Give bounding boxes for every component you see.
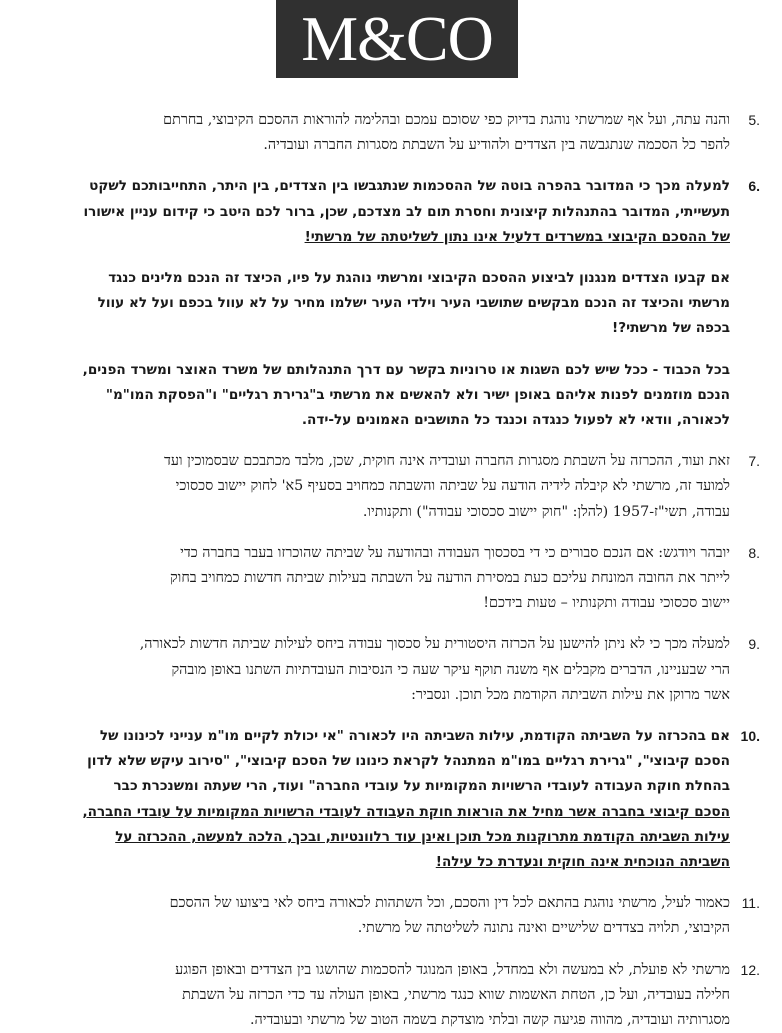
text-line: יישוב סכסוכי עבודה ותקנותיו – טעות בידכם! xyxy=(483,595,730,612)
text-line: הקיבוצי, תלויה בצדדים שלישיים ואינה נתונה לשליטתה של מרשתי. xyxy=(357,920,730,937)
text-line: לכאורה, וודאי לא לפעול כנגדה וכנגד כל התושבים האמונים על-ידה. xyxy=(301,412,730,429)
paragraph-6 xyxy=(60,174,760,250)
text-line: תעשייתי, המדובר בהתנהלות קיצונית וחסרת תום לב מצדכם, שכן, ברור לכם היטב כי קידום עניין אישורו xyxy=(83,203,730,220)
paragraph-number: 10. xyxy=(740,728,760,745)
text-line: להפר כל הסכמה שנתגבשה בין הצדדים ולהודיע על השבתת מסגרות החברה ועובדיה. xyxy=(263,137,730,154)
paragraph-number: 7. xyxy=(748,453,760,470)
paragraph-number: 9. xyxy=(748,636,760,653)
text-line: הרי שבעניינו, הדברים מקבלים אף משנה תוקף עיקר שעה כי הנסיבות העובדתיות השתנו באופן מובהק xyxy=(171,661,730,678)
text-line: למעלה מכך כי לא ניתן להישען על הכרזה היסטורית על סכסוך עבודה ביחס לעילות שביתה חדשות לכאורה, xyxy=(139,636,730,653)
paragraph-11 xyxy=(60,891,760,941)
paragraph-number: 12. xyxy=(740,961,760,978)
text-line: בהחלת חוקת העבודה לעובדי הרשויות המקומיות על עובדי החברה" ועוד, הרי שעתה ומשנכרת כבר xyxy=(113,778,730,795)
text-line: השביתה הנוכחית אינה חוקית ונעדרת כל עילה! xyxy=(435,854,730,871)
paragraph-number: 6. xyxy=(748,178,760,195)
paragraph-6-cont-1 xyxy=(60,266,730,342)
text-line: אם בהכרזה על השביתה הקודמת, עילות השביתה היו לכאורה "אי יכולת לקיים מו"מ ענייני לכינונו של xyxy=(99,728,730,745)
text-line: למעלה מכך כי המדובר בהפרה בוטה של ההסכמות שנתגבשו בין הצדדים, בין היתר, התחייבותכם לשקט xyxy=(89,178,730,195)
paragraph-9 xyxy=(60,632,760,708)
text-line: בכל הכבוד - ככל שיש לכם השגות או טרוניות בקשר עם דרך התנהלותם של משרד האוצר ומשרד הפנים, xyxy=(82,361,730,378)
text-line: בכפה של מרשתי?! xyxy=(612,320,730,337)
company-logo xyxy=(276,0,518,78)
text-line: מרשתי לא פועלת, לא במעשה ולא במחדל, באופן המנוגד להסכמות שהושגו בין הצדדים ובאופן הפוגע xyxy=(175,961,730,978)
text-line: כאמור לעיל, מרשתי נוהגת בהתאם לכל דין והסכם, וכל השתהות לכאורה ביחס לאי ביצועו של ההסכם xyxy=(169,895,730,912)
text-line: הסכם קיבוצי", "גרירת רגליים במו"מ המתנהל לקראת כינונו של הסכם קיבוצי", "סירוב עיקש שלא לדון xyxy=(87,753,730,770)
paragraph-8 xyxy=(60,541,760,617)
text-line: מסגרותיה ועובדיה, מהווה פגיעה קשה ובלתי מוצדקת בשמה הטוב של מרשתי ובעובדיה. xyxy=(249,1012,730,1029)
text-line: למועד זה, מרשתי לא קיבלה לידיה הודעה על שביתה והשבתה כמחויב בסעיף 5א' לחוק יישוב סכסוכי xyxy=(175,478,730,495)
paragraph-number: 8. xyxy=(748,544,760,561)
text-line: והנה עתה, ועל אף שמרשתי נוהגת בדיוק כפי שסוכם עמכם ובהלימה להוראות ההסכם הקיבוצי, בחרתם xyxy=(163,112,730,128)
text-line: זאת ועוד, ההכרזה על השבתת מסגרות החברה ועובדיה אינה חוקית, שכן, מלבד מכתבכם שבסמוכין ועד xyxy=(163,453,730,470)
text-line: עילות השביתה הקודמת מתרוקנות מכל תוכן ואינן עוד רלוונטיות, ובכך, הלכה למעשה, ההכרזה על xyxy=(115,828,730,845)
text-line: יובהר ויודגש: אם הנכם סבורים כי די בסכסוך העבודה ובהודעה על שביתה שהוכרזו בעבר בחברה כדי xyxy=(180,544,730,561)
text-line: חלילה בעובדיה, ועל כן, הטחת האשמות שווא כנגד מרשתי, באופן העולה עד כדי הכרזה על השבתת xyxy=(182,986,730,1003)
text-line: לייתר את החובה המונחת עליכם כעת במסירת הודעה על השבתה בעילות שביתה חדשות כמחויב בחוק xyxy=(170,570,730,587)
paragraph-6-cont-2 xyxy=(60,358,730,434)
paragraph-5 xyxy=(60,108,760,158)
paragraph-10 xyxy=(60,724,760,875)
text-line: עבודה, תשי"ז-1957 (להלן: "חוק יישוב סכסוכי עבודה") ותקנותיו. xyxy=(362,503,730,520)
logo-text: M&CO xyxy=(301,3,493,74)
text-line: הסכם קיבוצי בחברה אשר מחיל את הוראות חוקת העבודה לעובדי הרשויות המקומיות על עובדי החברה, xyxy=(82,803,730,820)
text-line: אם קבעו הצדדים מנגנון לביצוע ההסכם הקיבוצי ומרשתי נוהגת על פיו, הכיצד זה הנכם מלינים כנגד xyxy=(108,270,730,287)
paragraph-number: 5. xyxy=(748,112,760,128)
letter-body xyxy=(60,108,760,1033)
text-line: אשר מרוקן את עילות השביתה הקודמת מכל תוכן. ונסביר: xyxy=(411,686,730,703)
text-line: הנכם מוזמנים לפנות אליהם באופן ישיר ולא להאשים את מרשתי ב"גרירת רגליים" ו"הפסקת המו"מ" xyxy=(105,386,730,403)
text-line: של ההסכם הקיבוצי במשרדים דלעיל אינו נתון לשליטתה של מרשתי! xyxy=(304,228,730,245)
paragraph-number: 11. xyxy=(741,895,760,912)
paragraph-7 xyxy=(60,449,760,525)
paragraph-12 xyxy=(60,958,760,1033)
text-line: מרשתי והכיצד זה הנכם מבקשים שתושבי העיר וילדי העיר ישלמו מחיר על לא עוול בכפם ועל לא עוול xyxy=(97,295,730,312)
